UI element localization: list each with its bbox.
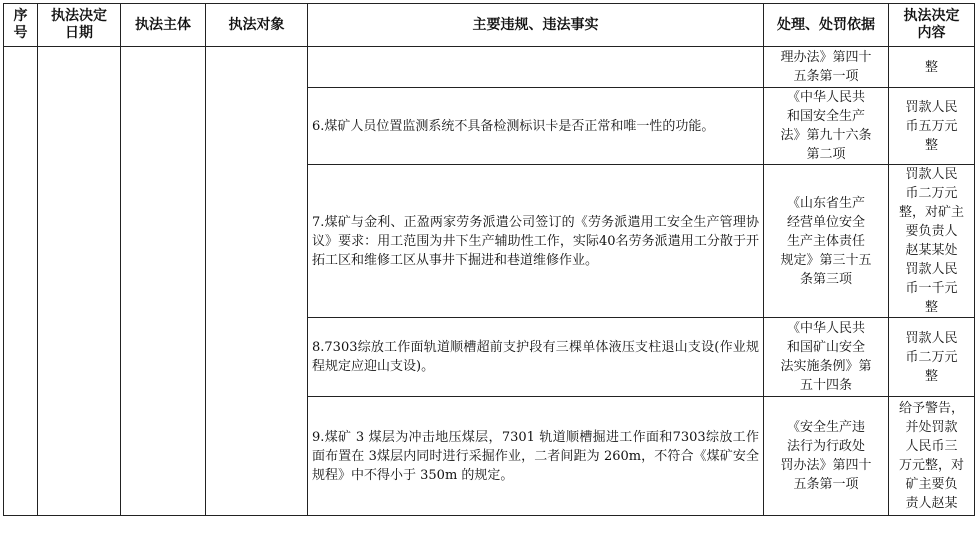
header-serial-number: 序 号	[4, 4, 38, 47]
violation-facts-cell: 7.煤矿与金利、正盈两家劳务派遣公司签订的《劳务派遣用工安全生产管理协议》要求：用工范围为井下生产辅助性工作，实际40名劳务派遣用工分散于开拓工区和维修工区从事井下掘进和巷道维修作业。	[308, 165, 764, 318]
violation-facts-cell: 6.煤矿人员位置监测系统不具备检测标识卡是否正常和唯一性的功能。	[308, 88, 764, 165]
decision-content-cell: 罚款人民 币五万元 整	[889, 88, 975, 165]
header-decision-date: 执法决定 日期	[38, 4, 121, 47]
penalty-basis-cell: 理办法》第四十 五条第一项	[764, 47, 889, 88]
header-enforcement-subject: 执法主体	[121, 4, 206, 47]
penalty-basis-cell: 《安全生产违 法行为行政处 罚办法》第四十 五条第一项	[764, 397, 889, 516]
violation-facts-cell: 9.煤矿 3 煤层为冲击地压煤层，7301 轨道顺槽掘进工作面和7303综放工作面布置在 3煤层内同时进行采掘作业，二者间距为 260m，不符合《煤矿安全规程》中不得小于 350m 的规定。	[308, 397, 764, 516]
decision-content-cell: 给予警告， 并处罚款 人民币三 万元整，对 矿主要负 责人赵某	[889, 397, 975, 516]
penalty-basis-cell: 《中华人民共 和国矿山安全 法实施条例》第 五十四条	[764, 318, 889, 397]
header-penalty-basis: 处理、处罚依据	[764, 4, 889, 47]
header-decision-content: 执法决定 内容	[889, 4, 975, 47]
header-row	[4, 4, 975, 47]
enforcement-subject-cell	[121, 47, 206, 516]
penalty-basis-cell: 《中华人民共 和国安全生产 法》第九十六条 第二项	[764, 88, 889, 165]
decision-date-cell	[38, 47, 121, 516]
header-main-violations: 主要违规、违法事实	[308, 4, 764, 47]
decision-content-cell: 整	[889, 47, 975, 88]
table-row	[4, 47, 975, 88]
decision-content-cell: 罚款人民 币二万元 整，对矿主 要负责人 赵某某处 罚款人民 币一千元 整	[889, 165, 975, 318]
decision-content-cell: 罚款人民 币二万元 整	[889, 318, 975, 397]
header-enforcement-target: 执法对象	[206, 4, 308, 47]
penalty-basis-cell: 《山东省生产 经营单位安全 生产主体责任 规定》第三十五 条第三项	[764, 165, 889, 318]
serial-number-cell	[4, 47, 38, 516]
enforcement-table	[3, 3, 975, 516]
violation-facts-cell	[308, 47, 764, 88]
enforcement-target-cell	[206, 47, 308, 516]
violation-facts-cell: 8.7303综放工作面轨道顺槽超前支护段有三棵单体液压支柱退山支设(作业规程规定应迎山支设)。	[308, 318, 764, 397]
